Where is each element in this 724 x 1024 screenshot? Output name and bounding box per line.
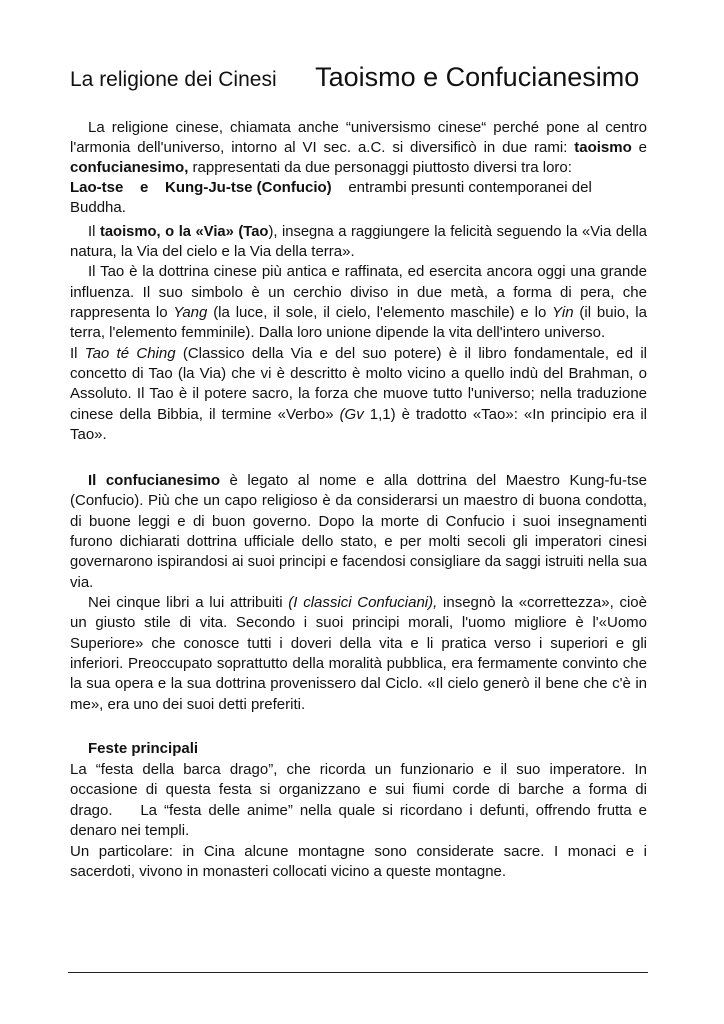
footer-divider (68, 972, 648, 973)
text-run: e (631, 139, 647, 156)
text-line (70, 593, 647, 613)
text-line (70, 384, 647, 404)
text-run: terra, l'elemento femminile). Dalla loro unione dipende la vita dell'intero universo. (70, 324, 606, 341)
text-run: cinese della Bibbia, il termine «Verbo» (70, 406, 340, 423)
text-run: Assoluto. Il Tao è il potere sacro, la forza che muove tutto l'universo; nella traduzione (70, 385, 647, 402)
text-run: concetto di Tao (la Via) che vi è descritto è molto vicino a quello indù del Brahman, o (70, 365, 647, 382)
text-line (70, 760, 647, 780)
text-run: un giusto stile di vita. Secondo i suoi principi morali, l'uomo migliore è l'«Uomo (70, 614, 647, 631)
text-run: Superiore» che conosce tutti i doveri della vita e li pratica verso i superiori e gli (70, 635, 647, 652)
text-line (70, 222, 647, 242)
text-run: rappresenta lo (70, 304, 174, 321)
text-line (70, 364, 647, 384)
text-run: Yin (552, 304, 574, 321)
text-run: influenza. Il suo simbolo è un cerchio diviso in due metà, a forma di pera, che (70, 284, 647, 301)
text-run: Il (88, 224, 100, 240)
text-line (70, 158, 647, 178)
text-run: La “festa della barca drago”, che ricorda un funzionario e il suo imperatore. In (70, 761, 647, 778)
text-line (70, 178, 647, 216)
text-line (70, 491, 647, 511)
text-line (70, 283, 647, 303)
text-line (70, 801, 647, 821)
text-run: 1,1) è tradotto «Tao»: «In principio era il (363, 406, 647, 423)
title-right: Taoismo e Confucianesimo (315, 62, 640, 92)
text-run: taoismo (574, 139, 632, 156)
text-line (70, 262, 647, 282)
text-line (70, 613, 647, 633)
text-run: Feste principali (88, 740, 199, 757)
text-line (70, 138, 647, 158)
text-line (70, 862, 647, 882)
text-run: Tao té Ching (84, 345, 176, 362)
text-run: ), insegna a raggiungere la felicità seguendo la «Via della (268, 224, 647, 240)
text-line (70, 118, 647, 138)
text-line (70, 303, 647, 323)
text-run: (Gv (339, 406, 364, 423)
text-run: denaro nei templi. (70, 822, 190, 839)
text-line (70, 821, 647, 841)
text-run: confucianesimo, (70, 159, 189, 176)
text-line (70, 242, 647, 262)
text-run: La religione cinese, chiamata anche “universismo cinese“ perché pone al centro (88, 119, 647, 136)
text-line (70, 552, 647, 572)
text-run: Il Tao è la dottrina cinese più antica e raffinata, ed esercita ancora oggi una grande (88, 263, 647, 280)
text-run: drago. La “festa delle anime” nella quale si ricordano i defunti, offrendo frutta e (70, 802, 647, 819)
text-line (70, 573, 647, 593)
text-run: la sua opera e la sua dottrina provenissero dal Ciclo. «Il cielo generò il bene che c'è in (70, 675, 647, 692)
text-line (70, 674, 647, 694)
text-run: Il confucianesimo (88, 472, 221, 489)
text-run: è legato al nome e alla dottrina del Maestro Kung-fu-tse (220, 472, 647, 489)
text-run: Il (70, 345, 85, 362)
text-line (70, 634, 647, 654)
text-run: Lao-tse e Kung-Ju-tse (Confucio) (70, 179, 332, 196)
title-left: La religione dei Cinesi (70, 68, 277, 91)
text-run: natura, la Via del cielo e la Via della terra». (70, 243, 355, 260)
page-title (70, 62, 639, 93)
text-run: occasione di questa festa si organizzano e sui fiumi corde di barche a forma di (70, 781, 647, 798)
text-run: di buone leggi e di buon governo. Dopo la morte di Confucio i suoi insegnamenti (70, 513, 647, 530)
text-line (70, 425, 647, 445)
text-line (70, 532, 647, 552)
text-run: (Classico della Via e del suo potere) è il libro fondamentale, ed il (175, 345, 647, 362)
text-run: entrambi presunti contemporanei del Buddha. (70, 179, 596, 216)
text-line (70, 471, 647, 491)
text-run: rappresentati da due personaggi piuttosto diversi tra loro: (188, 159, 572, 176)
text-run: Yang (173, 304, 208, 321)
text-run: via. (70, 574, 94, 591)
text-run: furono dichiarati dottrina ufficiale dello stato, e per molti secoli gli imperatori cinesi (70, 533, 647, 550)
text-line (70, 695, 647, 715)
text-run: inferiori. Preoccupato soprattutto della moralità pubblica, era fermamente convinto che (70, 655, 647, 672)
text-line (70, 780, 647, 800)
text-run: taoismo, o la «Via» (Tao (99, 224, 269, 240)
text-line (70, 405, 647, 425)
text-run: Nei cinque libri a lui attribuiti (88, 594, 289, 611)
text-run: (il buio, la (573, 304, 647, 321)
text-line (70, 323, 647, 343)
text-run: insegnò la «correttezza», cioè (437, 594, 647, 611)
text-run: me», era uno dei suoi detti preferiti. (70, 696, 306, 713)
text-run: governarono ispirandosi ai suoi principi e facendosi consigliare da saggi istruiti nella sua (70, 554, 647, 570)
text-run: (I classici Confuciani), (288, 594, 438, 611)
text-line (70, 739, 647, 759)
text-run: (la luce, il sole, il cielo, l'elemento maschile) e lo (207, 304, 553, 321)
text-run: (Confucio). Più che un capo religioso è da considerarsi un maestro di buona condotta, (70, 492, 647, 509)
text-line (70, 344, 647, 364)
text-run: sacerdoti, vivono in monasteri collocati vicino a queste montagne. (70, 863, 507, 880)
text-run: Un particolare: in Cina alcune montagne sono considerate sacre. I monaci e i (70, 843, 647, 860)
text-run: Tao». (70, 426, 107, 443)
text-line (70, 654, 647, 674)
text-run: l'armonia dell'universo, intorno al VI sec. a.C. si diversificò in due rami: (70, 139, 575, 156)
text-line (70, 512, 647, 532)
text-line (70, 842, 647, 862)
